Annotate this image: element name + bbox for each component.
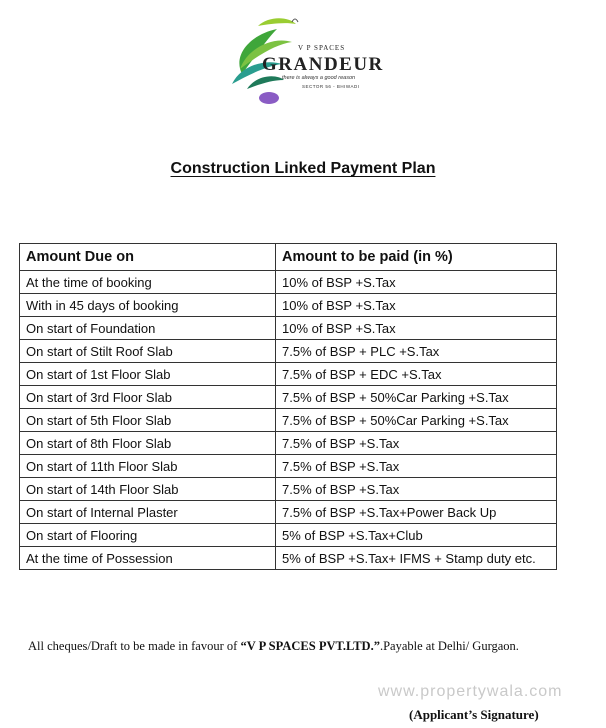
- due-on-cell: On start of 3rd Floor Slab: [20, 386, 276, 409]
- amount-cell: 7.5% of BSP + EDC +S.Tax: [276, 363, 557, 386]
- due-on-cell: On start of 8th Floor Slab: [20, 432, 276, 455]
- table-row: [20, 432, 557, 455]
- footer-prefix: All cheques/Draft to be made in favour of: [28, 639, 241, 653]
- amount-cell: 7.5% of BSP + PLC +S.Tax: [276, 340, 557, 363]
- due-on-cell: On start of 11th Floor Slab: [20, 455, 276, 478]
- due-on-cell: At the time of Possession: [20, 547, 276, 570]
- amount-cell: 10% of BSP +S.Tax: [276, 271, 557, 294]
- amount-cell: 10% of BSP +S.Tax: [276, 317, 557, 340]
- due-on-cell: With in 45 days of booking: [20, 294, 276, 317]
- brand-location: SECTOR 56 - BHIWADI: [302, 84, 360, 89]
- amount-cell: 5% of BSP +S.Tax+Club: [276, 524, 557, 547]
- table-row: [20, 294, 557, 317]
- table-body: [20, 271, 557, 570]
- applicant-signature-label: (Applicant’s Signature): [409, 707, 539, 722]
- brand-company: V P SPACES: [298, 44, 346, 52]
- due-on-cell: At the time of booking: [20, 271, 276, 294]
- page-title-text: Construction Linked Payment Plan: [170, 160, 436, 177]
- table-row: [20, 317, 557, 340]
- due-on-cell: On start of Flooring: [20, 524, 276, 547]
- table-row: [20, 455, 557, 478]
- due-on-cell: On start of Internal Plaster: [20, 501, 276, 524]
- amount-cell: 7.5% of BSP +S.Tax: [276, 478, 557, 501]
- due-on-cell: On start of Stilt Roof Slab: [20, 340, 276, 363]
- table-row: [20, 363, 557, 386]
- brand-name: GRANDEUR: [262, 54, 384, 75]
- table-row: [20, 340, 557, 363]
- header-amount-due-on: Amount Due on: [20, 244, 276, 271]
- page-title: [0, 160, 606, 178]
- footer-payee: “V P SPACES PVT.LTD.”: [240, 639, 380, 653]
- table-row: [20, 524, 557, 547]
- header-amount-to-be-paid: Amount to be paid (in %): [276, 244, 557, 271]
- amount-cell: 7.5% of BSP +S.Tax+Power Back Up: [276, 501, 557, 524]
- table-row: [20, 501, 557, 524]
- payment-plan-table: [19, 243, 557, 570]
- amount-cell: 7.5% of BSP + 50%Car Parking +S.Tax: [276, 409, 557, 432]
- table-row: [20, 478, 557, 501]
- due-on-cell: On start of 5th Floor Slab: [20, 409, 276, 432]
- amount-cell: 7.5% of BSP +S.Tax: [276, 432, 557, 455]
- due-on-cell: On start of 1st Floor Slab: [20, 363, 276, 386]
- due-on-cell: On start of 14th Floor Slab: [20, 478, 276, 501]
- watermark: www.propertywala.com: [378, 683, 563, 700]
- amount-cell: 10% of BSP +S.Tax: [276, 294, 557, 317]
- payment-instructions: [28, 639, 519, 654]
- due-on-cell: On start of Foundation: [20, 317, 276, 340]
- amount-cell: 5% of BSP +S.Tax+ IFMS + Stamp duty etc.: [276, 547, 557, 570]
- amount-cell: 7.5% of BSP + 50%Car Parking +S.Tax: [276, 386, 557, 409]
- amount-cell: 7.5% of BSP +S.Tax: [276, 455, 557, 478]
- footer-suffix: .Payable at Delhi/ Gurgaon.: [379, 639, 519, 653]
- table-row: [20, 547, 557, 570]
- table-row: [20, 271, 557, 294]
- table-header-row: [20, 244, 557, 271]
- table-row: [20, 409, 557, 432]
- table-row: [20, 386, 557, 409]
- logo: [222, 14, 392, 112]
- brand-tagline: there is always a good reason: [282, 75, 356, 81]
